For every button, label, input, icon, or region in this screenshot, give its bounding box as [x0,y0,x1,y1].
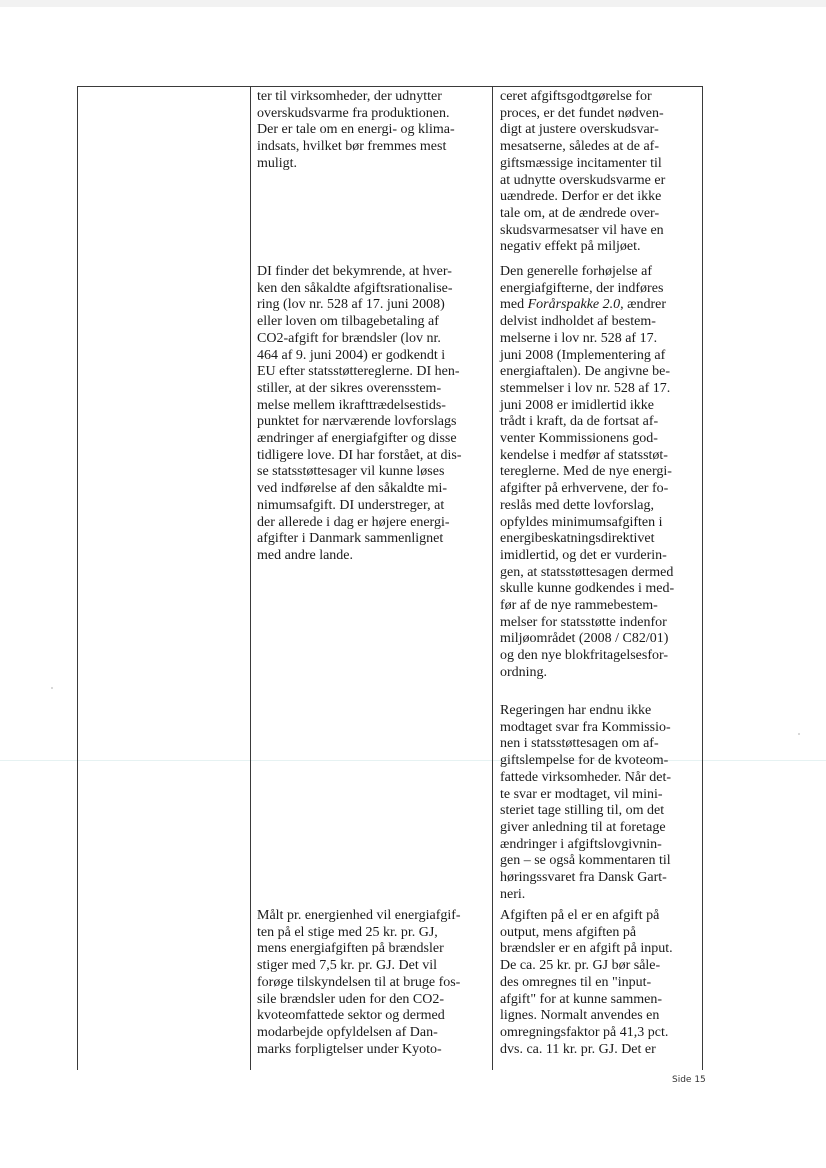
row2-right-cell [500,264,700,682]
text-line: omregningsfaktor på 41,3 pct. [500,1024,669,1040]
text-line: dvs. ca. 11 kr. pr. GJ. Det er [500,1041,656,1057]
text-line: output, mens afgiften på [500,924,637,940]
text-line: juni 2008 er imidlertid ikke [500,397,654,413]
text-line: gen – se også kommentaren til [500,853,671,869]
row2-middle-cell [257,264,489,565]
scan-speck [798,733,800,735]
text-line: energiafgifterne, der indføres [500,280,664,296]
text-line: høringssvaret fra Dansk Gart- [500,870,667,886]
text-line: modtaget svar fra Kommissio- [500,719,671,735]
text-line: skudsvarmesatser vil have en [500,222,664,238]
text-fragment: med [500,297,528,313]
row3-right-cell [500,908,700,1058]
text-line: mesatserne, således at de af- [500,139,659,155]
text-line: ved indførelse af den såkaldte mi- [257,481,448,497]
text-line: DI finder det bekymrende, at hver- [257,264,452,279]
row3-middle-cell [257,908,489,1058]
text-line: te svar er modtaget, vil mini- [500,786,663,802]
text-line: uændrede. Derfor er det ikke [500,189,662,205]
text-line: energiaftalen). De angivne be- [500,364,670,380]
text-line: giver anledning til at foretage [500,819,666,835]
text-line: Den generelle forhøjelse af [500,264,652,279]
text-line: stiller, at der sikres overensstem- [257,380,442,396]
text-line: Afgiften på el er en afgift på [500,908,660,923]
column-divider-2 [492,86,493,1070]
text-line: tereglerne. Med de nye energi- [500,464,672,480]
text-line: eller loven om tilbagebetaling af [257,314,439,330]
italic-title: Forårspakke 2.0 [527,297,621,313]
text-line: melse mellem ikrafttrædelsestids- [257,397,446,413]
table-right-border [702,86,703,1070]
text-line: afgift" for at kunne sammen- [500,991,662,1007]
text-line: forøge tilskyndelsen til at bruge fos- [257,974,461,990]
text-line: stiger med 7,5 kr. pr. GJ. Det vil [257,958,438,974]
text-fragment: , ændrer [620,297,667,313]
text-line: 464 af 9. juni 2004) er godkendt i [257,347,446,363]
page-number: Side 15 [672,1075,706,1085]
text-line: marks forpligtelser under Kyoto- [257,1041,442,1057]
column-divider-1 [250,86,251,1070]
text-line: nimumsafgift. DI understreger, at [257,497,445,513]
text-line: giftslempelse for de kvoteom- [500,753,669,769]
text-line: Der er tale om en energi- og klima- [257,122,455,138]
text-line: reslås med dette lovforslag, [500,497,654,513]
text-line: juni 2008 (Implementering af [500,347,666,363]
text-line: tidligere love. DI har forstået, at dis- [257,447,462,463]
text-line: ken den såkaldte afgiftsrationalise- [257,280,453,296]
text-line: des omregnes til en "input- [500,974,652,990]
text-line: før af de nye rammebestem- [500,598,658,614]
text-line: overskudsvarme fra produktionen. [257,105,450,121]
text-line: giftsmæssige incitamenter til [500,155,662,171]
text-line: mens energiafgiften på brændsler [257,941,444,957]
text-line: tale om, at de ændrede over- [500,205,660,221]
text-line: og den nye blokfritagelsesfor- [500,648,669,664]
text-line: kvoteomfattede sektor og dermed [257,1008,445,1024]
text-line: negativ effekt på miljøet. [500,239,641,255]
text-line: melserne i lov nr. 528 af 17. [500,330,658,346]
text-line: melser for statsstøtte indenfor [500,614,667,630]
text-line: ten på el stige med 25 kr. pr. GJ, [257,924,438,940]
text-line: ter til virksomheder, der udnytter [257,89,442,104]
text-line: ceret afgiftsgodtgørelse for [500,89,652,104]
text-line: miljøområdet (2008 / C82/01) [500,631,669,647]
text-line: gen, at statsstøttesagen dermed [500,564,674,580]
text-line: De ca. 25 kr. pr. GJ bør såle- [500,958,661,974]
row1-middle-cell [257,89,489,173]
text-line: afgifter på erhvervene, der fo- [500,481,669,497]
row1-right-cell [500,89,700,256]
text-line: CO2-afgift for brændsler (lov nr. [257,330,441,346]
text-line: ordning. [500,664,548,680]
text-line: skulle kunne godkendes i med- [500,581,675,597]
text-line: energibeskatningsdirektivet [500,531,655,547]
text-line: brændsler er en afgift på input. [500,941,673,957]
text-line: digt at justere overskudsvar- [500,122,659,138]
text-line: ændringer i afgiftslovgivnin- [500,836,662,852]
table-top-border [77,86,703,87]
text-line: se statsstøttesager vil kunne løses [257,464,445,480]
text-line: opfyldes minimumsafgiften i [500,514,663,530]
text-line: afgifter i Danmark sammenlignet [257,531,444,547]
text-line: kendelse i medfør af statsstøt- [500,447,668,463]
text-line: delvist indholdet af bestem- [500,314,656,330]
text-line: neri. [500,886,526,902]
text-line: ændringer af energiafgifter og disse [257,431,457,447]
text-line: muligt. [257,155,298,171]
table-left-border [77,86,78,1070]
text-line: stemmelser i lov nr. 528 af 17. [500,380,671,396]
text-line: Regeringen har endnu ikke [500,703,652,718]
text-line: venter Kommissionens god- [500,431,658,447]
text-line: EU efter statsstøttereglerne. DI hen- [257,364,460,380]
text-line [500,297,700,314]
text-line: at udnytte overskudsvarme er [500,172,666,188]
text-line: punktet for nærværende lovforslags [257,414,457,430]
text-line: med andre lande. [257,547,354,563]
text-line: lignes. Normalt anvendes en [500,1008,660,1024]
text-line: der allerede i dag er højere energi- [257,514,450,530]
text-line: steriet tage stilling til, om det [500,803,665,819]
text-line: ring (lov nr. 528 af 17. juni 2008) [257,297,445,313]
text-line: proces, er det fundet nødven- [500,105,664,121]
text-line: nen i statsstøttesagen om af- [500,736,659,752]
text-line: indsats, hvilket bør fremmes mest [257,139,447,155]
scan-top-band [0,0,826,7]
text-line: sile brændsler uden for den CO2- [257,991,445,1007]
text-line: imidlertid, og det er vurderin- [500,547,667,563]
scan-speck [51,687,53,689]
text-line: Målt pr. energienhed vil energiafgif- [257,908,461,923]
text-line: fattede virksomheder. Når det- [500,769,672,785]
text-line: modarbejde opfyldelsen af Dan- [257,1024,438,1040]
text-line: trådt i kraft, da de fortsat af- [500,414,659,430]
row2-right-cell-paragraph-2 [500,703,700,903]
